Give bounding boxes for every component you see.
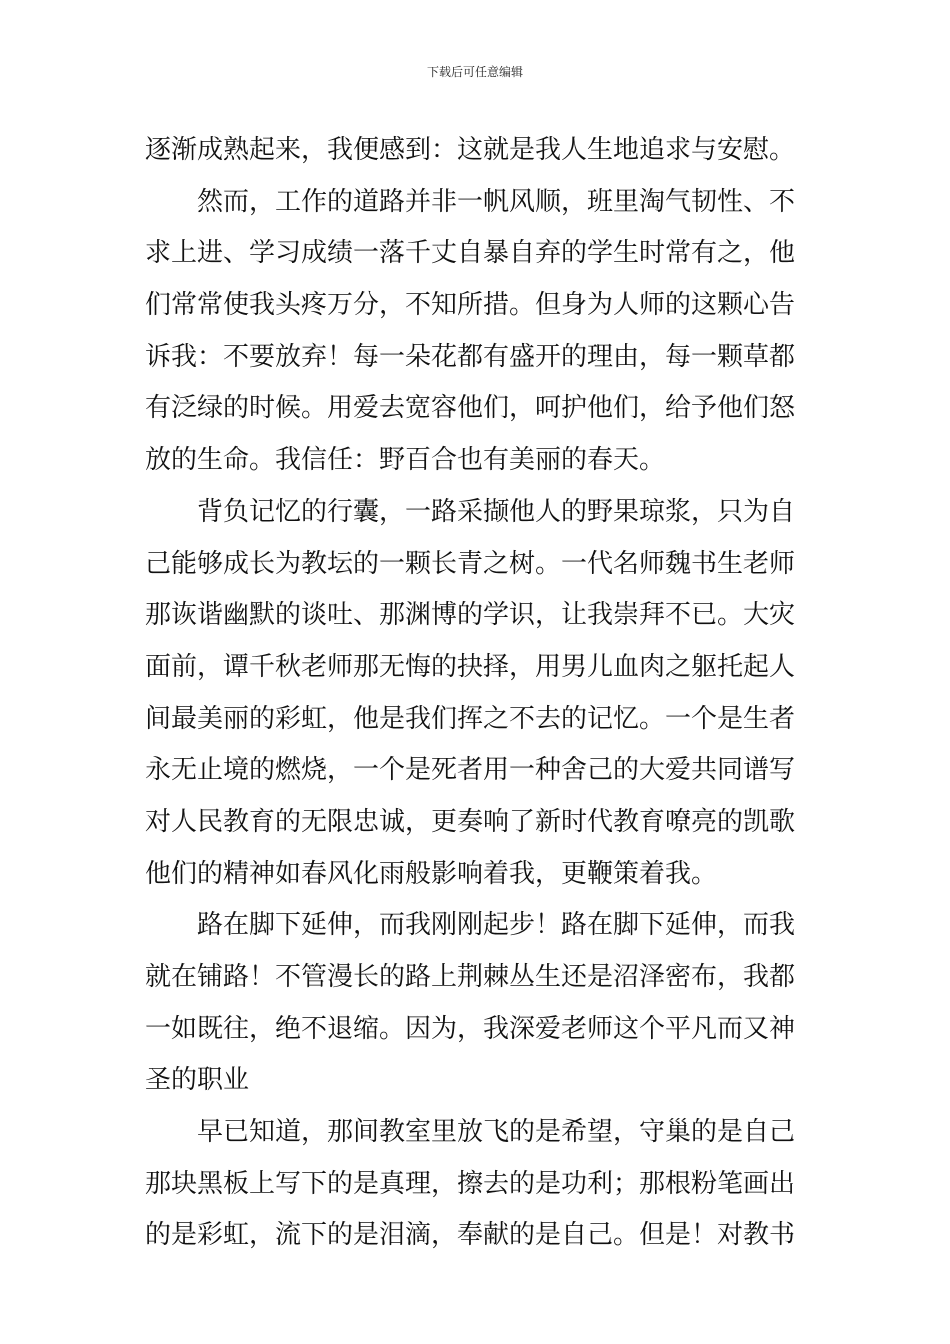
text-line: 早已知道，那间教室里放飞的是希望，守巢的是自己 xyxy=(145,1117,796,1148)
text-line: 间最美丽的彩虹，他是我们挥之不去的记忆。一个是生者 xyxy=(145,703,796,734)
text-line: 求上进、学习成绩一落千丈自暴自弃的学生时常有之，他 xyxy=(145,238,796,269)
text-line: 就在铺路！不管漫长的路上荆棘丛生还是沼泽密布，我都 xyxy=(145,962,796,992)
text-line: 圣的职业 xyxy=(145,1065,250,1096)
text-line: 诉我：不要放弃！每一朵花都有盛开的理由，每一颗草都 xyxy=(145,341,796,372)
text-line: 们常常使我头疼万分，不知所措。但身为人师的这颗心告 xyxy=(145,290,796,321)
text-line: 那块黑板上写下的是真理，擦去的是功利；那根粉笔画出 xyxy=(145,1168,796,1199)
page-header: 下载后可任意编辑 xyxy=(426,65,523,79)
text-line: 面前，谭千秋老师那无悔的抉择，用男儿血肉之躯托起人 xyxy=(145,651,796,682)
document-body xyxy=(145,125,815,1262)
text-line: 路在脚下延伸，而我刚刚起步！路在脚下延伸，而我 xyxy=(145,910,796,941)
text-line: 逐渐成熟起来，我便感到：这就是我人生地追求与安慰。 xyxy=(145,135,796,165)
text-line: 一如既往，绝不退缩。因为，我深爱老师这个平凡而又神 xyxy=(145,1013,796,1044)
text-line: 背负记忆的行囊，一路采撷他人的野果琼浆，只为自 xyxy=(145,496,796,527)
text-line: 那诙谐幽默的谈吐、那渊博的学识，让我崇拜不已。大灾 xyxy=(145,600,796,631)
text-line: 他们的精神如春风化雨般影响着我，更鞭策着我。 xyxy=(145,858,718,889)
text-line: 然而，工作的道路并非一帆风顺，班里淘气韧性、不 xyxy=(145,186,796,217)
text-line: 有泛绿的时候。用爱去宽容他们，呵护他们，给予他们怒 xyxy=(145,393,796,424)
text-line: 放的生命。我信任：野百合也有美丽的春天。 xyxy=(145,445,666,476)
text-line: 永无止境的燃烧，一个是死者用一种舍己的大爱共同谱写 xyxy=(145,755,796,786)
text-line: 己能够成长为教坛的一颗长青之树。一代名师魏书生老师 xyxy=(145,548,796,579)
text-line: 对人民教育的无限忠诚，更奏响了新时代教育嘹亮的凯歌 xyxy=(145,806,796,837)
text-line: 的是彩虹，流下的是泪滴，奉献的是自己。但是！对教书 xyxy=(145,1220,796,1251)
